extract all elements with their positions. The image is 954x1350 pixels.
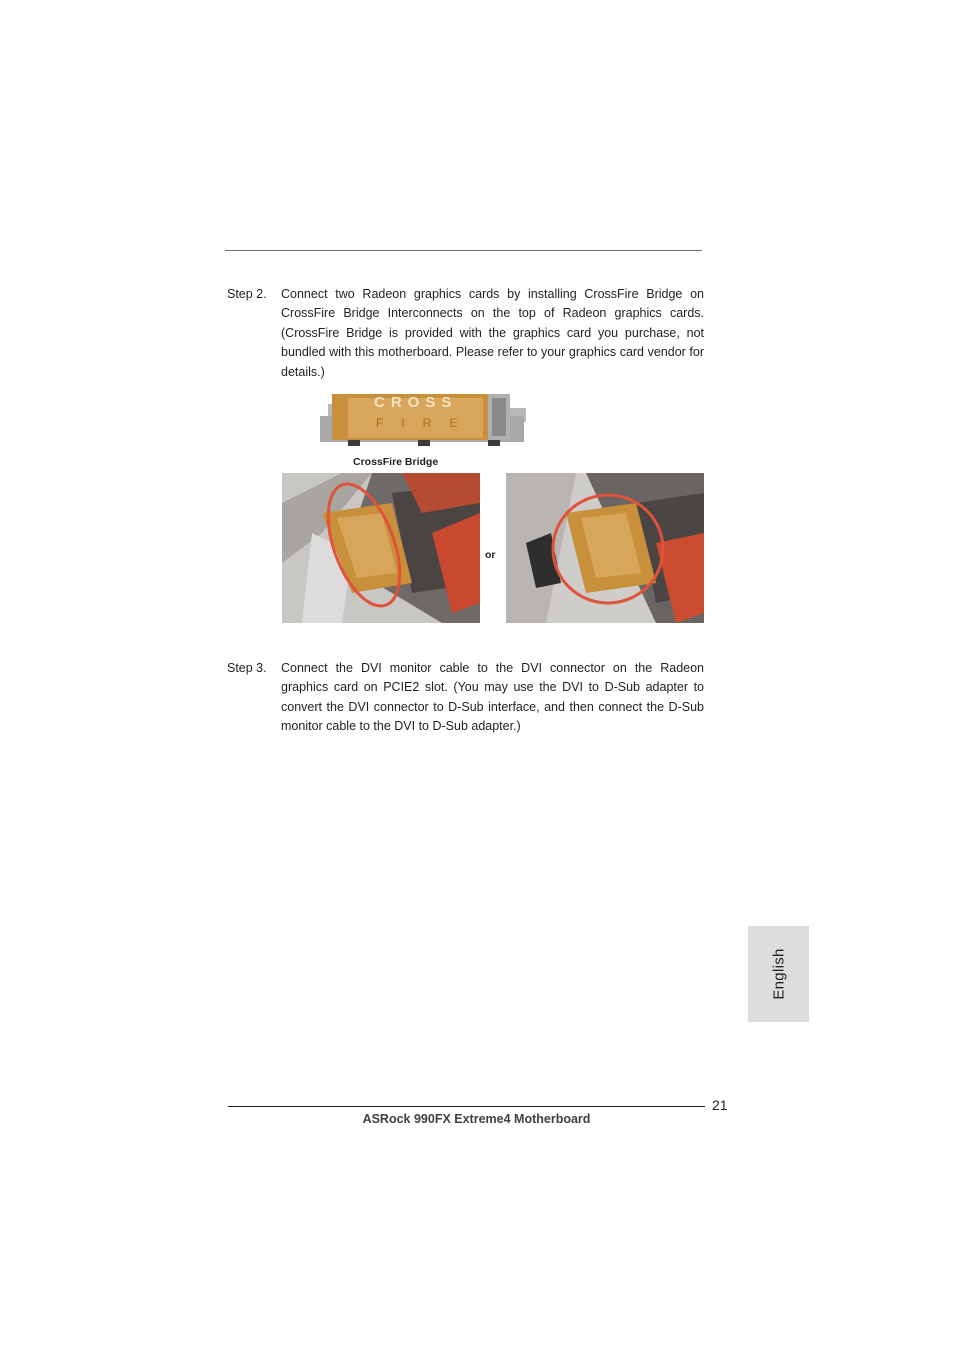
language-tab-label: English <box>770 948 787 1000</box>
step2-text: Connect two Radeon graphics cards by installing CrossFire Bridge on CrossFire Bridge Interconnects on the top of Radeon graphics cards. (CrossFire Bridge is provided with the graphics card you purchase, not bundled with this motherboard. Please refer to your graphics card vendor for details.) <box>281 287 704 379</box>
bridge-logo-line2: FIRE <box>376 416 476 430</box>
footer-rule <box>228 1106 705 1107</box>
installation-photo-left <box>282 473 480 623</box>
installation-photo-right <box>506 473 704 623</box>
crossfire-bridge-image <box>318 390 528 446</box>
page-number: 21 <box>712 1097 728 1113</box>
bridge-logo-line1: CROSS <box>374 394 458 411</box>
footer-product: ASRock 990FX Extreme4 Motherboard <box>362 1112 591 1126</box>
step3-text: Connect the DVI monitor cable to the DVI connector on the Radeon graphics card on PCIE2 slot. (You may use the DVI to D-Sub adapter to convert the DVI connector to D-Sub interface, and then connect the D-Sub monitor cable to the DVI to D-Sub adapter.) <box>281 661 704 734</box>
step3-label: Step 3. <box>227 661 267 675</box>
or-label: or <box>485 549 496 561</box>
step2-label: Step 2. <box>227 287 267 301</box>
language-tab <box>748 926 809 1022</box>
header-rule <box>225 250 702 251</box>
bridge-caption: CrossFire Bridge <box>353 456 439 468</box>
